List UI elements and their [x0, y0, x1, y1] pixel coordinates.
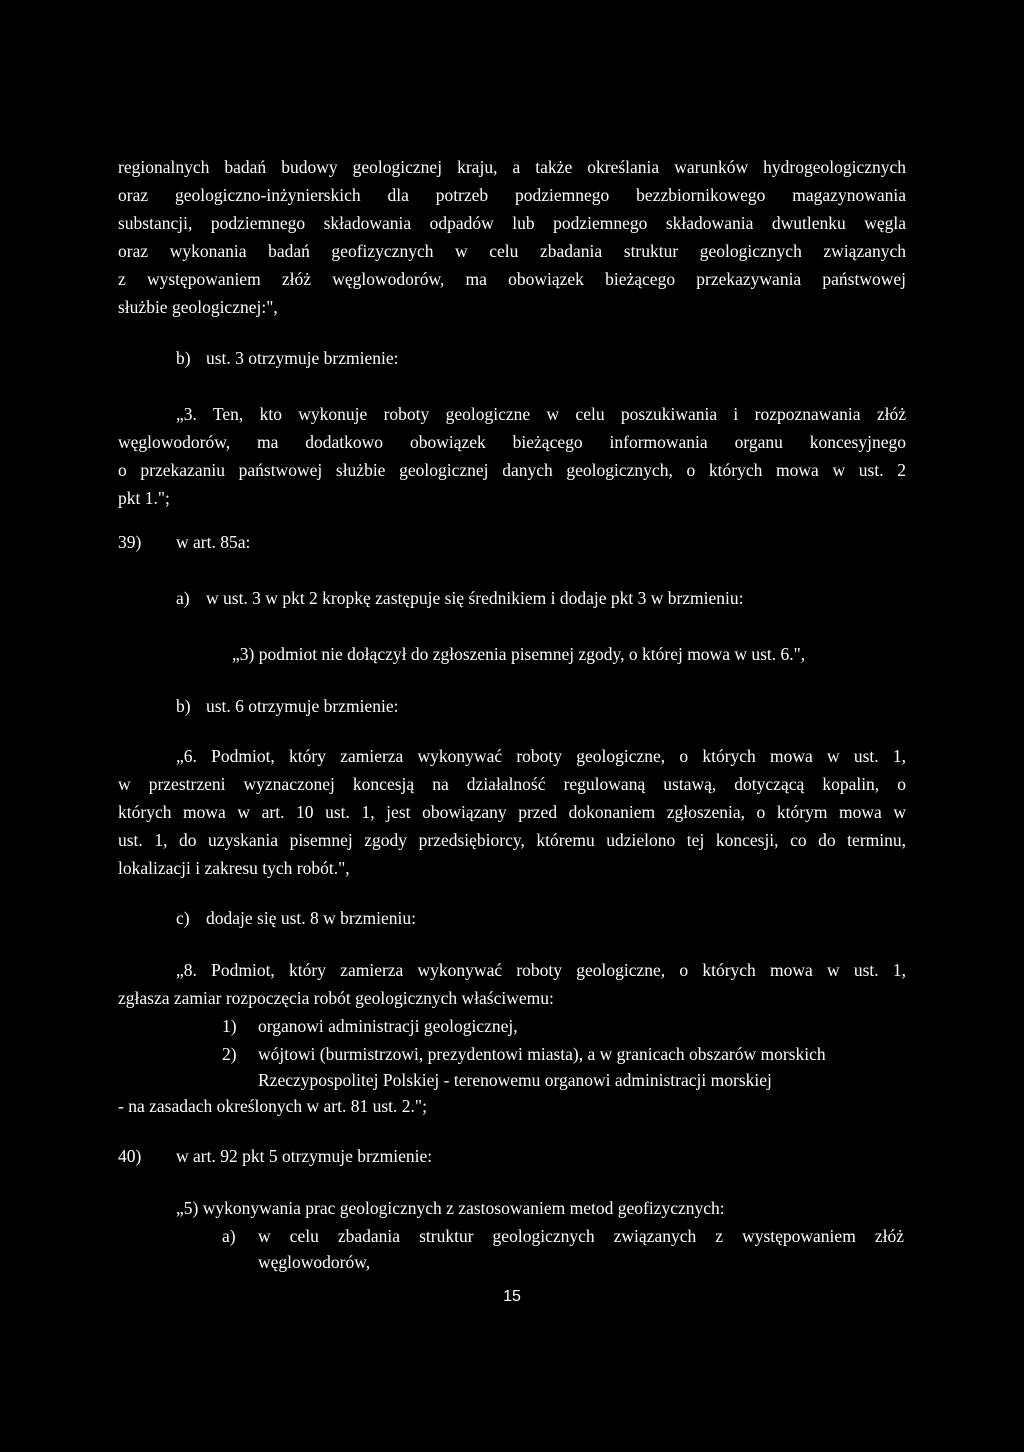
quote8-point-1	[222, 1014, 518, 1038]
quote8-closing: - na zasadach określonych w art. 81 ust. 2.";	[118, 1096, 427, 1116]
item-label: 39)	[118, 532, 142, 552]
item-a	[176, 586, 744, 610]
quote5-intro: „5) wykonywania prac geologicznych z zastosowaniem metod geofizycznych:	[176, 1198, 725, 1218]
item-label: c)	[176, 908, 190, 928]
quote6-line-4: ust. 1, do uzyskania pisemnej zgody przedsiębiorcy, któremu udzielono tej koncesji, co do terminu,	[118, 830, 906, 850]
item-c	[176, 906, 416, 930]
quote3-line-1: „3. Ten, kto wykonuje roboty geologiczne w celu poszukiwania i rozpoznawania złóż	[176, 404, 906, 424]
quote6-line-5: lokalizacji i zakresu tych robót.",	[118, 858, 350, 878]
quote5-sub-a-cont: węglowodorów,	[258, 1252, 371, 1272]
item-text: w art. 92 pkt 5 otrzymuje brzmienie:	[176, 1146, 433, 1166]
quote6-line-2: w przestrzeni wyznaczonej koncesją na działalność regulowaną ustawą, dotyczącą kopalin, o	[118, 774, 906, 794]
quote3-line-2: węglowodorów, ma dodatkowo obowiązek bieżącego informowania organu koncesyjnego	[118, 432, 906, 452]
item-text: dodaje się ust. 8 w brzmieniu:	[206, 908, 416, 928]
quote8-line-1: „8. Podmiot, który zamierza wykonywać roboty geologiczne, o których mowa w ust. 1,	[176, 960, 906, 980]
intro-line-2: oraz geologiczno-inżynierskich dla potrzeb podziemnego bezzbiornikowego magazynowania	[118, 185, 906, 205]
quote8-line-2: zgłasza zamiar rozpoczęcia robót geologicznych właściwemu:	[118, 988, 554, 1008]
item-text: ust. 6 otrzymuje brzmienie:	[206, 696, 399, 716]
item-b-ust6	[176, 694, 398, 718]
intro-line-1: regionalnych badań budowy geologicznej kraju, a także określania warunków hydrogeologicznych	[118, 157, 906, 177]
point-text: wójtowi (burmistrzowi, prezydentowi miasta), a w granicach obszarów morskich	[258, 1044, 826, 1064]
quote5-sub-a	[222, 1224, 904, 1248]
quote3-line-4: pkt 1.";	[118, 488, 170, 508]
item-text: w ust. 3 w pkt 2 kropkę zastępuje się średnikiem i dodaje pkt 3 w brzmieniu:	[206, 588, 744, 608]
point-label: 1)	[222, 1016, 237, 1036]
intro-line-4: oraz wykonania badań geofizycznych w celu zbadania struktur geologicznych związanych	[118, 241, 906, 261]
intro-line-6: służbie geologicznej:",	[118, 297, 278, 317]
intro-line-5: z występowaniem złóż węglowodorów, ma obowiązek bieżącego przekazywania państwowej	[118, 269, 906, 289]
item-label: a)	[176, 588, 190, 608]
quote8-point-2-cont: Rzeczypospolitej Polskiej - terenowemu organowi administracji morskiej	[258, 1070, 772, 1090]
point-label: a)	[222, 1226, 236, 1246]
item-b-ust3	[176, 346, 398, 370]
quote6-line-1: „6. Podmiot, który zamierza wykonywać roboty geologiczne, o których mowa w ust. 1,	[176, 746, 906, 766]
quote3-line-3: o przekazaniu państwowej służbie geologicznej danych geologicznych, o których mowa w ust. 2	[118, 460, 906, 480]
intro-line-3: substancji, podziemnego składowania odpadów lub podziemnego składowania dwutlenku węgla	[118, 213, 906, 233]
item-text: ust. 3 otrzymuje brzmienie:	[206, 348, 399, 368]
quote6-line-3: których mowa w art. 10 ust. 1, jest obowiązany przed dokonaniem zgłoszenia, o którym mowa w	[118, 802, 906, 822]
page-number: 15	[503, 1288, 521, 1305]
point-text: w celu zbadania struktur geologicznych związanych z występowaniem złóż	[258, 1226, 904, 1246]
item-label: b)	[176, 348, 191, 368]
item-label: 40)	[118, 1146, 142, 1166]
point-label: 2)	[222, 1044, 237, 1064]
point-text: organowi administracji geologicznej,	[258, 1016, 518, 1036]
quote-pkt3: „3) podmiot nie dołączył do zgłoszenia pisemnej zgody, o której mowa w ust. 6.",	[232, 644, 806, 664]
item-39	[118, 530, 250, 554]
item-40	[118, 1144, 432, 1168]
item-text: w art. 85a:	[176, 532, 251, 552]
quote8-point-2	[222, 1042, 826, 1066]
item-label: b)	[176, 696, 191, 716]
